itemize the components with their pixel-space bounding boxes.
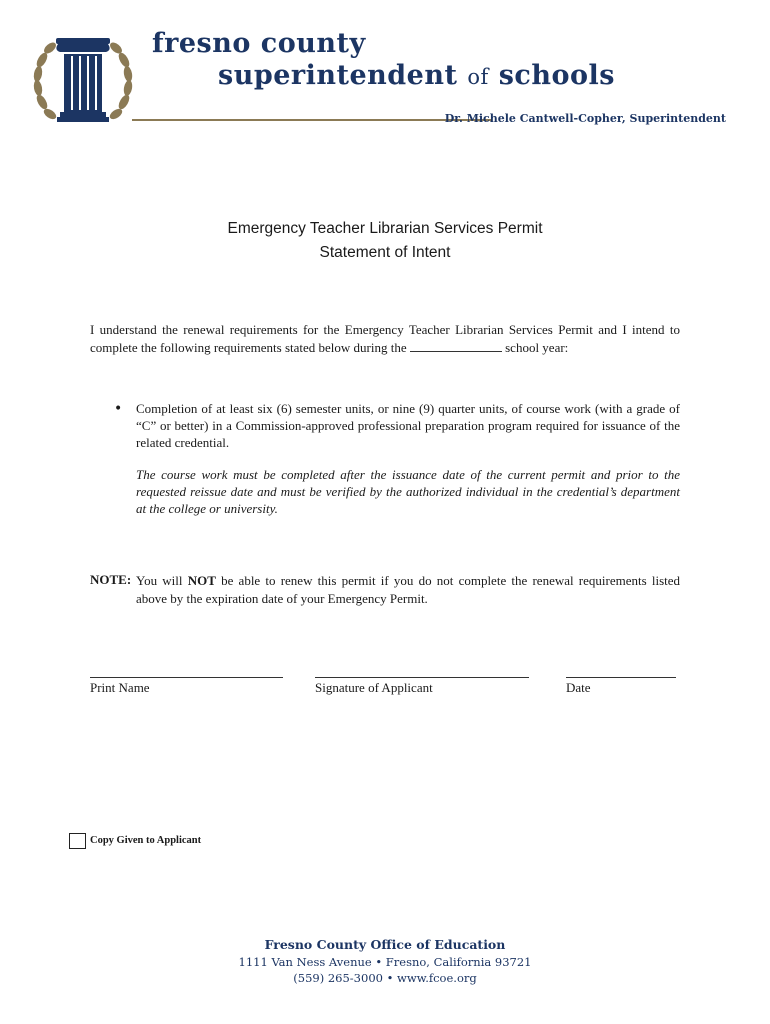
- org-name-superintendent: superintendent: [218, 60, 458, 91]
- org-name-line2: [218, 60, 615, 91]
- org-name-schools: schools: [498, 60, 615, 91]
- note-emphasis: NOT: [187, 573, 216, 588]
- superintendent-name: Dr. Michele Cantwell-Copher, Superintendent: [444, 112, 726, 125]
- intro-text-part1: I understand the renewal requirements for the Emergency Teacher Librarian Services Permit and I intend to complete the following requirements stated below during the: [90, 322, 680, 355]
- date-line[interactable]: [566, 677, 676, 678]
- note-label: NOTE:: [90, 572, 132, 587]
- column-laurel-icon: [30, 32, 136, 126]
- footer-address: 1111 Van Ness Avenue • Fresno, California 93721: [238, 955, 532, 969]
- footer-org-name: Fresno County Office of Education: [264, 937, 506, 952]
- bullet-icon: •: [114, 401, 123, 417]
- intro-text-part2: school year:: [505, 339, 569, 355]
- copy-given-label: Copy Given to Applicant: [90, 835, 202, 846]
- date-label: Date: [566, 680, 591, 695]
- requirement-bullet: Completion of at least six (6) semester units, or nine (9) quarter units, of course work (with a grade of “C” or better) in a Commission-approved professional preparation program required for issuance of the related credential.: [136, 401, 680, 450]
- footer-contact: (559) 265-3000 • www.fcoe.org: [293, 971, 477, 985]
- copy-given-checkbox[interactable]: [69, 833, 86, 849]
- intro-paragraph: [90, 321, 680, 356]
- note-text-part2: be able to renew this permit if you do not complete the renewal requirements listed above by the expiration date of your Emergency Permit.: [136, 573, 681, 606]
- document-subtitle: Statement of Intent: [319, 244, 451, 261]
- print-name-label: Print Name: [90, 680, 150, 695]
- org-name-of: of: [467, 65, 489, 89]
- signature-line[interactable]: [315, 677, 529, 678]
- letterhead-rule: [132, 119, 492, 121]
- document-title: Emergency Teacher Librarian Services Permit: [227, 220, 543, 237]
- note-text: [136, 572, 680, 608]
- signature-label: Signature of Applicant: [315, 680, 433, 695]
- coursework-note: The course work must be completed after the issuance date of the current permit and prior to the requested reissue date and must be verified by the authorized individual in the credential’s department at the college or university.: [136, 467, 680, 516]
- org-name-line1: fresno county: [152, 28, 366, 59]
- print-name-line[interactable]: [90, 677, 283, 678]
- school-year-blank[interactable]: [410, 339, 502, 352]
- note-text-part1: You will: [136, 573, 183, 588]
